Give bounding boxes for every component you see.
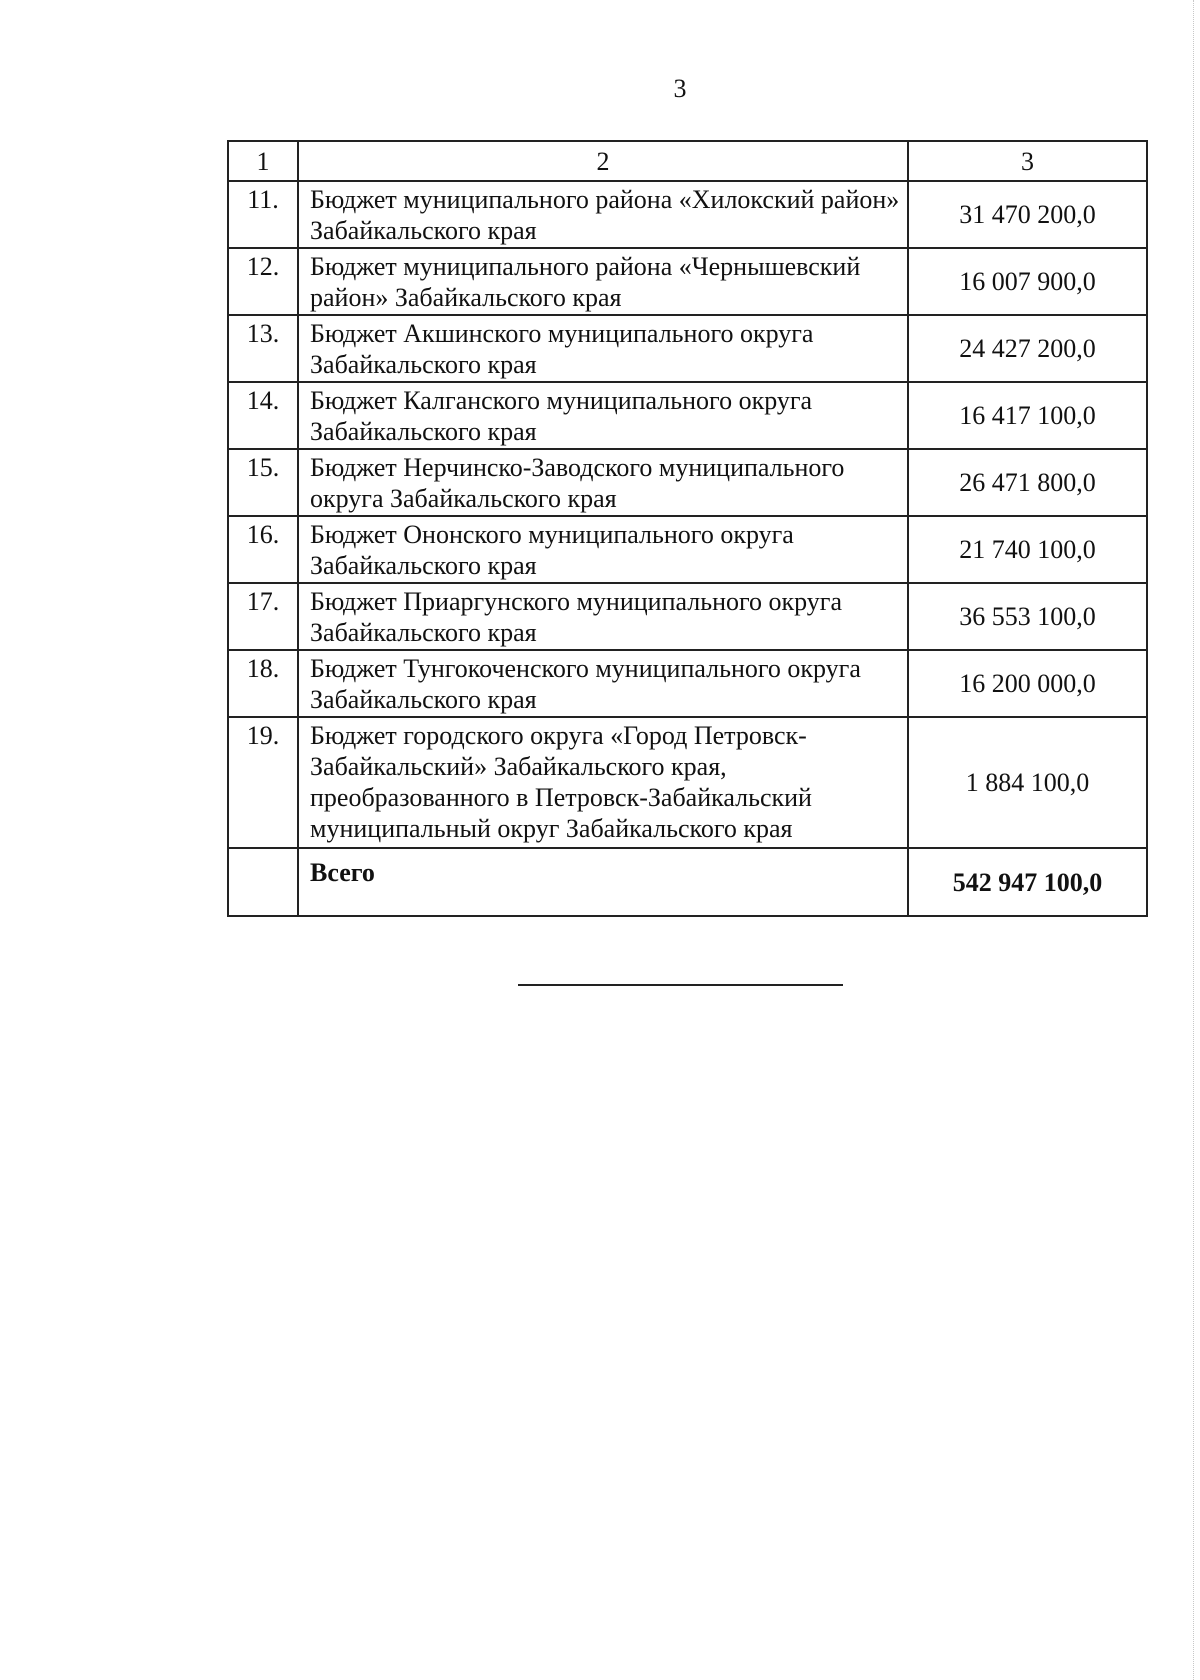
budget-name: Бюджет Тунгокоченского муниципального округа Забайкальского края xyxy=(298,650,908,717)
budget-amount: 21 740 100,0 xyxy=(908,516,1147,583)
table-row xyxy=(228,382,1147,449)
table-row xyxy=(228,449,1147,516)
budget-name: Бюджет Приаргунского муниципального округа Забайкальского края xyxy=(298,583,908,650)
budget-name: Бюджет Ононского муниципального округа Забайкальского края xyxy=(298,516,908,583)
budget-amount: 26 471 800,0 xyxy=(908,449,1147,516)
budget-name: Бюджет муниципального района «Хилокский район» Забайкальского края xyxy=(298,181,908,248)
budget-name: Бюджет Калганского муниципального округа Забайкальского края xyxy=(298,382,908,449)
row-number: 14. xyxy=(228,382,298,449)
table-row xyxy=(228,248,1147,315)
budget-amount: 16 007 900,0 xyxy=(908,248,1147,315)
table-header-row xyxy=(228,141,1147,181)
row-number: 12. xyxy=(228,248,298,315)
budget-table xyxy=(227,140,1148,917)
scan-edge-line xyxy=(1193,0,1194,1680)
header-cell-amount: 3 xyxy=(908,141,1147,181)
total-row xyxy=(228,848,1147,916)
total-empty-cell xyxy=(228,848,298,916)
table-row xyxy=(228,717,1147,848)
table-row xyxy=(228,583,1147,650)
table-row xyxy=(228,650,1147,717)
table-row xyxy=(228,181,1147,248)
total-amount: 542 947 100,0 xyxy=(908,848,1147,916)
row-number: 15. xyxy=(228,449,298,516)
row-number: 11. xyxy=(228,181,298,248)
budget-amount: 16 417 100,0 xyxy=(908,382,1147,449)
page-number: 3 xyxy=(673,74,687,103)
budget-amount: 36 553 100,0 xyxy=(908,583,1147,650)
budget-amount: 24 427 200,0 xyxy=(908,315,1147,382)
total-label: Всего xyxy=(298,848,908,916)
budget-name: Бюджет Акшинского муниципального округа Забайкальского края xyxy=(298,315,908,382)
budget-amount: 31 470 200,0 xyxy=(908,181,1147,248)
table-row xyxy=(228,516,1147,583)
budget-name: Бюджет городского округа «Город Петровск-Забайкальский» Забайкальского края, преобразованного в Петровск-Забайкальский муниципальный округ Забайкальского края xyxy=(298,717,908,848)
row-number: 13. xyxy=(228,315,298,382)
row-number: 18. xyxy=(228,650,298,717)
end-of-document-rule xyxy=(518,984,843,986)
budget-name: Бюджет муниципального района «Чернышевский район» Забайкальского края xyxy=(298,248,908,315)
budget-amount: 1 884 100,0 xyxy=(908,717,1147,848)
row-number: 16. xyxy=(228,516,298,583)
table-row xyxy=(228,315,1147,382)
budget-name: Бюджет Нерчинско-Заводского муниципального округа Забайкальского края xyxy=(298,449,908,516)
row-number: 19. xyxy=(228,717,298,848)
row-number: 17. xyxy=(228,583,298,650)
budget-amount: 16 200 000,0 xyxy=(908,650,1147,717)
header-cell-number: 1 xyxy=(228,141,298,181)
header-cell-name: 2 xyxy=(298,141,908,181)
